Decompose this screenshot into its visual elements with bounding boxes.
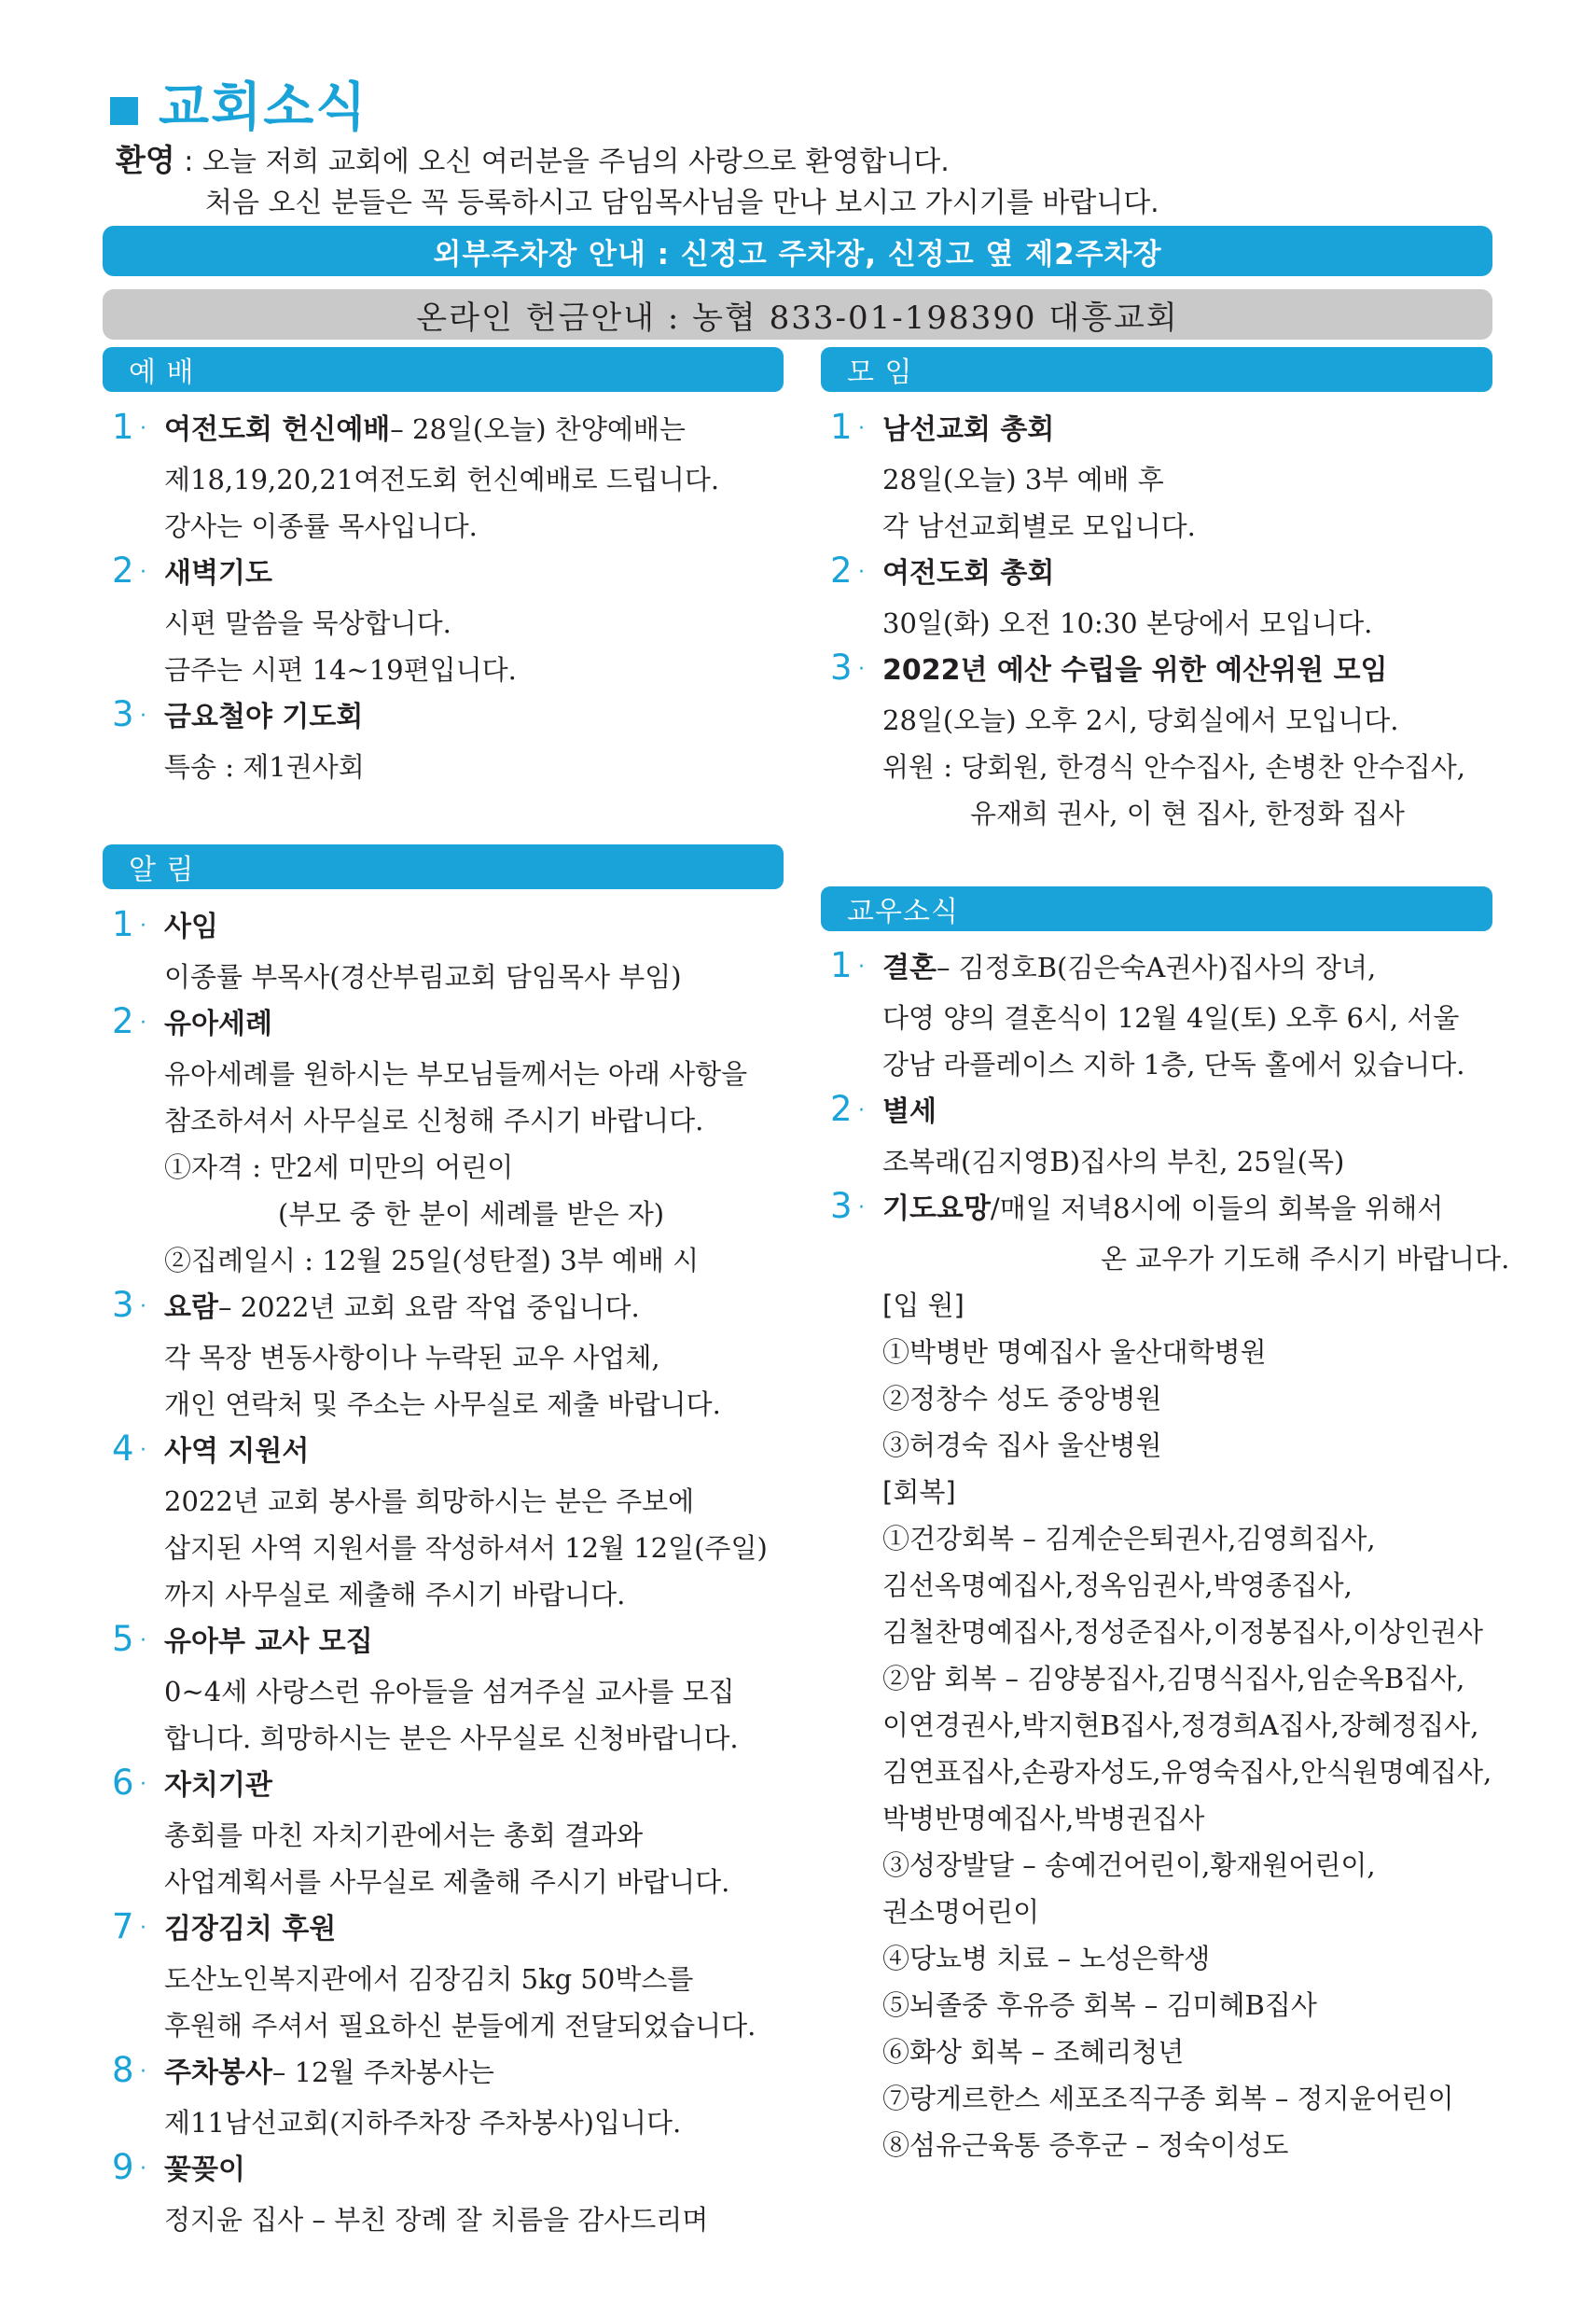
bullet-dot-icon: · [140,561,146,584]
worship-list [112,406,784,790]
recovery-entry: 박병반명예집사,박병권집사 [882,1803,1205,1834]
item-title: 사역 지원서 [164,1435,310,1468]
item-number: 3 [112,1285,134,1325]
recovery-label: [회복] [882,1476,956,1508]
recovery-entry: ⑥화상 회복 – 조혜리청년 [882,2036,1185,2068]
bullet-dot-icon: · [858,417,865,440]
item-line: 28일(오늘) 오후 2시, 당회실에서 모입니다. [882,704,1399,736]
item-title: 남선교회 총회 [882,413,1055,446]
item-line: (부모 중 한 분이 세례를 받은 자) [278,1198,665,1230]
title-bullet-square-icon [110,97,138,125]
list-item [830,1185,1502,1235]
recovery-entry: ⑤뇌졸중 후유증 회복 – 김미혜B집사 [882,1989,1317,2021]
list-item [830,550,1502,600]
list-item [112,693,784,744]
welcome-block [116,140,1159,224]
page-title: 교회소식 [159,77,368,138]
item-number: 2 [112,551,134,591]
list-item [112,1284,784,1334]
hospital-label: [입 원] [882,1289,965,1321]
list-item [112,1905,784,1956]
item-number: 2 [112,1001,134,1041]
item-line: 각 남선교회별로 모입니다. [882,510,1196,542]
bullet-dot-icon: · [140,1011,146,1035]
members-list [830,944,1510,2168]
item-number: 1 [830,407,853,447]
item-line: 특송 : 제1권사회 [164,751,365,783]
list-item [830,647,1502,697]
list-item [112,1618,784,1668]
bullet-dot-icon: · [140,1917,146,1940]
list-item [830,406,1502,456]
bullet-dot-icon: · [140,2157,146,2181]
list-item [112,2049,784,2099]
bullet-dot-icon: · [140,2060,146,2084]
item-title: 여전도회 총회 [882,557,1055,590]
item-title: 기도요망 [882,1192,991,1225]
welcome-text-2: 처음 오신 분들은 꼭 등록하시고 담임목사님을 만나 보시고 가시기를 바랍니다. [205,187,1159,219]
list-item [830,1088,1502,1138]
item-number: 9 [112,2147,134,2187]
item-number: 2 [830,1089,853,1129]
item-number: 4 [112,1429,134,1469]
item-line: 유재희 권사, 이 현 집사, 한정화 집사 [970,798,1405,829]
item-line: 후원해 주셔서 필요하신 분들에게 전달되었습니다. [164,2010,756,2042]
recovery-entry: ②암 회복 – 김양봉집사,김명식집사,임순옥B집사, [882,1663,1465,1694]
item-number: 1 [112,904,134,944]
item-line: 강남 라플레이스 지하 1층, 단독 홀에서 있습니다. [882,1049,1465,1080]
bullet-dot-icon: · [858,955,865,979]
item-title: 금요철야 기도회 [164,701,364,733]
item-line: 위원 : 당회원, 한경식 안수집사, 손병찬 안수집사, [882,751,1466,783]
page-title-row [110,77,368,138]
item-line: 유아세례를 원하시는 부모님들께서는 아래 사항을 [164,1058,748,1090]
list-item [112,903,784,954]
list-item [112,2146,784,2196]
item-title-rest: – 2022년 교회 요람 작업 중입니다. [217,1291,640,1323]
item-number: 2 [830,551,853,591]
parking-banner: 외부주차장 안내 : 신정고 주차장, 신정고 옆 제2주차장 [103,226,1492,276]
item-title: 김장김치 후원 [164,1913,337,1945]
recovery-entry: 권소명어린이 [882,1896,1040,1928]
list-item [112,550,784,600]
item-title: 주차봉사 [164,2056,272,2089]
item-line: 정지윤 집사 – 부친 장례 잘 치름을 감사드리며 [164,2204,709,2236]
item-line: 28일(오늘) 3부 예배 후 [882,464,1164,495]
bullet-dot-icon: · [858,561,865,584]
item-title-rest: – 김정호B(김은숙A권사)집사의 장녀, [936,952,1377,983]
bullet-dot-icon: · [858,1099,865,1122]
item-line: 30일(화) 오전 10:30 본당에서 모입니다. [882,607,1373,639]
item-number: 5 [112,1619,134,1659]
item-title: 별세 [882,1095,937,1128]
section-header-members: 교우소식 [821,886,1492,931]
item-title-rest: /매일 저녁8시에 이들의 회복을 위해서 [990,1192,1444,1224]
item-line: 다영 양의 결혼식이 12월 4일(토) 오후 6시, 서울 [882,1002,1460,1034]
hospital-entry: ③허경숙 집사 울산병원 [882,1429,1162,1461]
item-title: 유아세례 [164,1008,272,1040]
item-number: 1 [112,407,134,447]
list-item [830,944,1502,995]
item-number: 3 [830,1186,853,1226]
item-line: 제18,19,20,21여전도회 헌신예배로 드립니다. [164,464,720,495]
recovery-entry: ①건강회복 – 김계순은퇴권사,김영희집사, [882,1523,1376,1554]
item-line: 총회를 마친 자치기관에서는 총회 결과와 [164,1819,644,1851]
item-line: 삽지된 사역 지원서를 작성하셔서 12월 12일(주일) [164,1532,768,1564]
bullet-dot-icon: · [140,914,146,938]
item-title: 결혼 [882,952,937,984]
offering-banner: 온라인 헌금안내 : 농협 833-01-198390 대흥교회 [103,289,1492,340]
bullet-dot-icon: · [140,704,146,728]
item-line: ①자격 : 만2세 미만의 어린이 [164,1151,514,1183]
bullet-dot-icon: · [140,1439,146,1462]
item-title: 자치기관 [164,1769,272,1802]
recovery-entry: ③성장발달 – 송예건어린이,황재원어린이, [882,1849,1376,1881]
hospital-entry: ②정창수 성도 중앙병원 [882,1383,1162,1415]
list-item [112,1762,784,1812]
welcome-separator: : [174,146,202,178]
welcome-label: 환영 [116,142,175,178]
item-line: 참조하셔서 사무실로 신청해 주시기 바랍니다. [164,1105,704,1136]
welcome-line-1 [116,140,1159,183]
recovery-entry: ⑦랑게르한스 세포조직구종 회복 – 정지윤어린이 [882,2083,1454,2114]
recovery-entry: 김선옥명예집사,정옥임권사,박영종집사, [882,1569,1353,1601]
list-item [112,1000,784,1051]
item-line: 이종률 부목사(경산부림교회 담임목사 부임) [164,961,682,993]
item-title: 꽃꽂이 [164,2154,245,2186]
item-line: ②집례일시 : 12월 25일(성탄절) 3부 예배 시 [164,1245,700,1276]
bullet-dot-icon: · [858,1196,865,1220]
item-line: 온 교우가 기도해 주시기 바랍니다. [1101,1243,1510,1275]
item-line: 제11남선교회(지하주차장 주차봉사)입니다. [164,2107,682,2139]
item-line: 까지 사무실로 제출해 주시기 바랍니다. [164,1579,626,1610]
item-number: 6 [112,1763,134,1803]
item-line: 시편 말씀을 묵상합니다. [164,607,451,639]
recovery-entry: 이연경권사,박지현B집사,정경희A집사,장혜정집사, [882,1709,1479,1741]
section-header-notice: 알 림 [103,844,784,889]
bullet-dot-icon: · [858,658,865,681]
item-line: 각 목장 변동사항이나 누락된 교우 사업체, [164,1342,660,1373]
item-line: 강사는 이종률 목사입니다. [164,510,478,542]
bullet-dot-icon: · [140,1773,146,1796]
bullet-dot-icon: · [140,1629,146,1652]
item-line: 사업계획서를 사무실로 제출해 주시기 바랍니다. [164,1866,730,1898]
welcome-text-1: 오늘 저희 교회에 오신 여러분을 주님의 사랑으로 환영합니다. [201,146,950,178]
item-title: 여전도회 헌신예배 [164,413,391,446]
recovery-entry: 김철찬명예집사,정성준집사,이정봉집사,이상인권사 [882,1616,1483,1648]
item-line: 0~4세 사랑스런 유아들을 섬겨주실 교사를 모집 [164,1676,735,1708]
notice-list [112,903,784,2243]
list-item [112,1428,784,1478]
item-title: 유아부 교사 모집 [164,1625,373,1658]
recovery-entry: 김연표집사,손광자성도,유영숙집사,안식원명예집사, [882,1756,1492,1788]
item-number: 7 [112,1906,134,1946]
item-number: 1 [830,945,853,985]
item-line: 조복래(김지영B)집사의 부친, 25일(목) [882,1146,1345,1178]
bullet-dot-icon: · [140,1295,146,1318]
item-line: 도산노인복지관에서 김장김치 5kg 50박스를 [164,1963,694,1995]
list-item [112,406,784,456]
item-line: 금주는 시편 14~19편입니다. [164,654,517,686]
item-title: 사임 [164,911,218,943]
section-header-worship: 예 배 [103,347,784,392]
section-header-meeting: 모 임 [821,347,1492,392]
item-number: 3 [830,648,853,688]
item-line: 합니다. 희망하시는 분은 사무실로 신청바랍니다. [164,1722,739,1754]
item-title: 새벽기도 [164,557,272,590]
item-line: 2022년 교회 봉사를 희망하시는 분은 주보에 [164,1485,695,1517]
item-title-rest: – 12월 주차봉사는 [271,2056,494,2088]
item-number: 3 [112,694,134,734]
item-line: 개인 연락처 및 주소는 사무실로 제출 바랍니다. [164,1388,721,1420]
item-title: 2022년 예산 수립을 위한 예산위원 모임 [882,654,1388,687]
recovery-entry: ④당뇨병 치료 – 노성은학생 [882,1943,1211,1974]
item-title: 요람 [164,1291,218,1324]
item-title-rest: – 28일(오늘) 찬양예배는 [390,413,686,445]
recovery-entry: ⑧섬유근육통 증후군 – 정숙이성도 [882,2129,1289,2161]
item-number: 8 [112,2050,134,2090]
hospital-entry: ①박병반 명예집사 울산대학병원 [882,1336,1267,1368]
bullet-dot-icon: · [140,417,146,440]
meeting-list [830,406,1502,837]
